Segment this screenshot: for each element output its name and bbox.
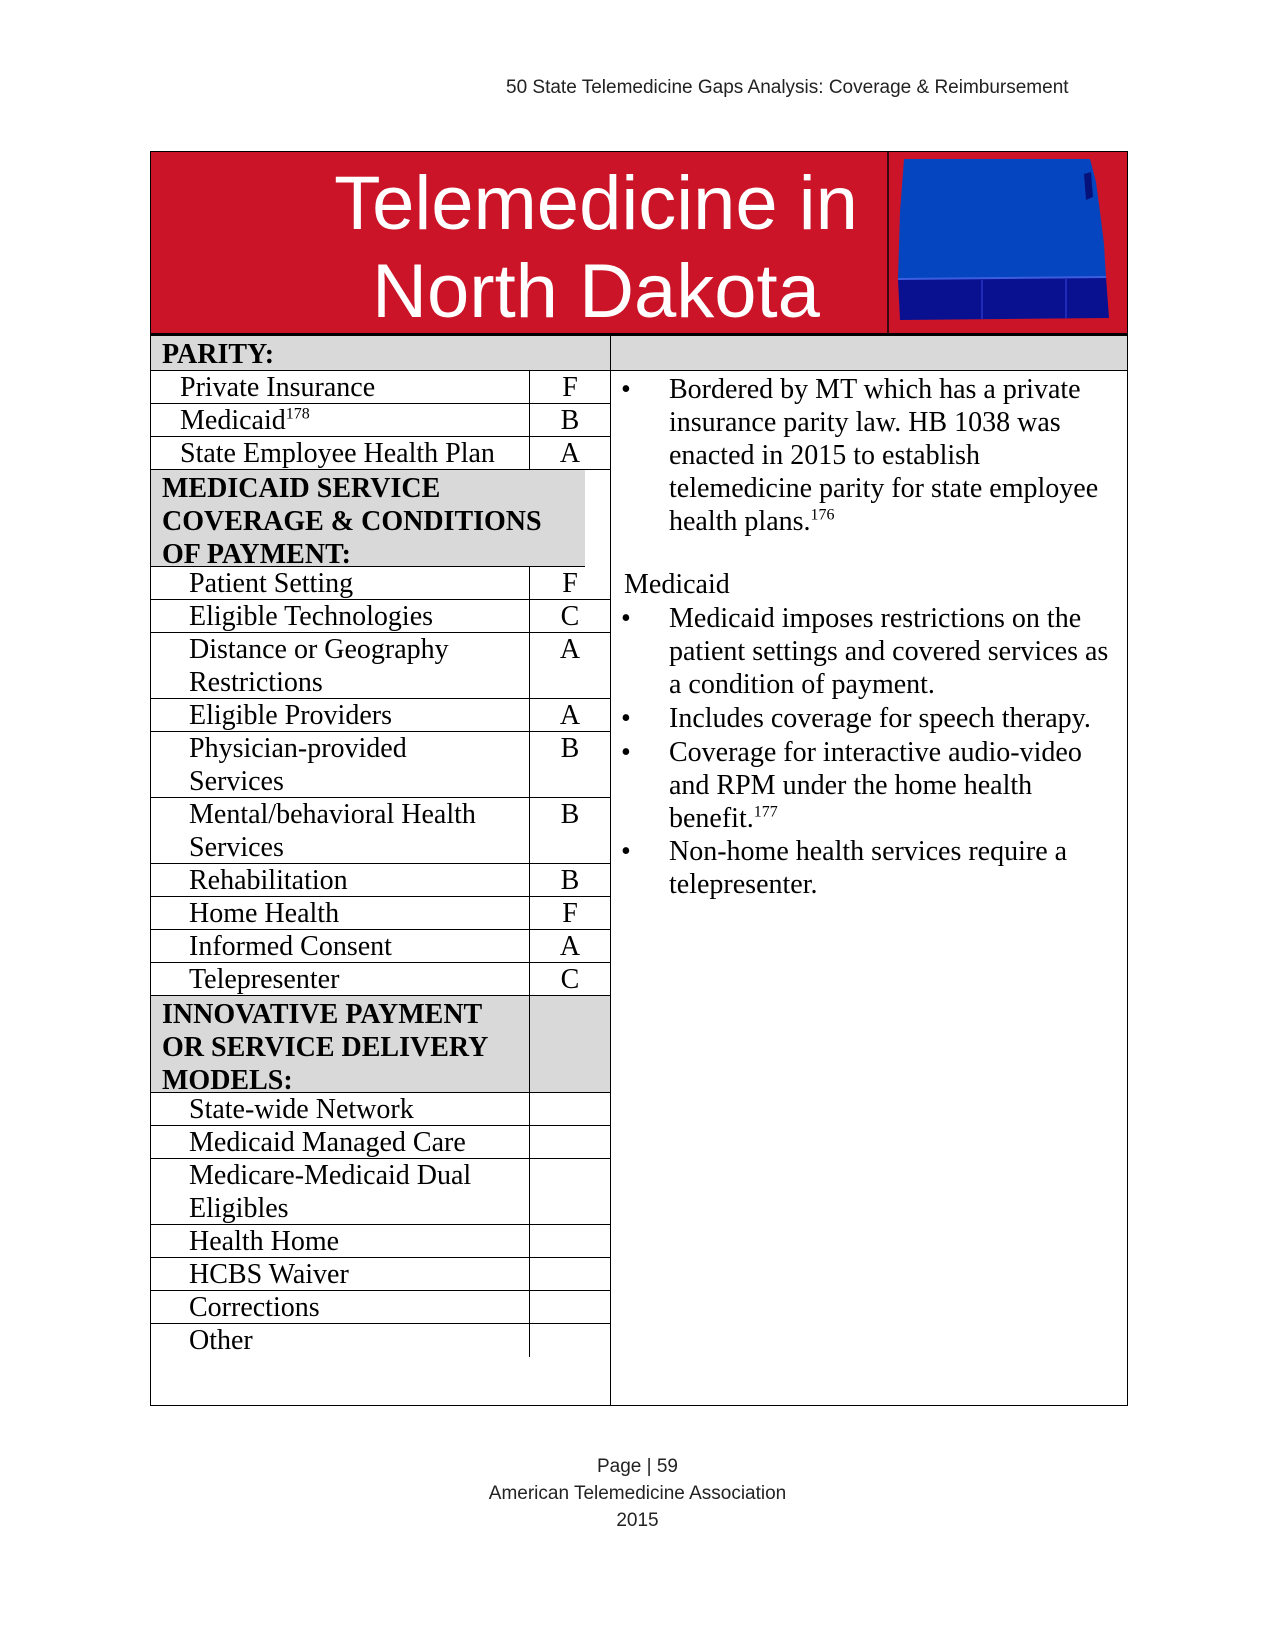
grade-cell: B [529, 798, 610, 863]
medicaid-subheading: Medicaid [624, 569, 730, 600]
title-banner [151, 152, 1127, 336]
innovative-heading: INNOVATIVE PAYMENT OR SERVICE DELIVERY MODELS: [162, 999, 488, 1096]
row-label: Rehabilitation [189, 865, 348, 896]
grade-cell: F [529, 897, 610, 929]
footnote-ref: 176 [810, 506, 835, 524]
row-label: Patient Setting [189, 568, 354, 599]
row-label: Corrections [189, 1292, 320, 1323]
table-row [151, 930, 610, 963]
grade-cell: C [529, 600, 610, 632]
table-row [151, 963, 610, 996]
row-label: HCBS Waiver [189, 1259, 349, 1290]
row-label: Informed Consent [189, 931, 392, 962]
grade-cell [529, 1291, 610, 1323]
list-item: • Coverage for interactive audio-video and RPM under the home health benefit.$^{177}$ [611, 736, 1127, 835]
medicaid-heading: MEDICAID SERVICE COVERAGE & CONDITIONS OF PAYMENT: [162, 473, 542, 570]
title-line-2: North Dakota [372, 249, 820, 334]
row-label: Private Insurance [180, 372, 376, 403]
grade-cell: B [529, 404, 610, 436]
grade-cell [529, 1324, 610, 1357]
row-label: Medicaid$^{178}$ [180, 405, 310, 436]
grade-cell [529, 1225, 610, 1257]
table-row [151, 897, 610, 930]
section-heading-innovative [151, 996, 610, 1096]
section-heading-medicaid [151, 470, 585, 570]
grade-cell: B [529, 864, 610, 896]
table-row [151, 437, 610, 470]
table-row [151, 1126, 610, 1159]
row-label: Health Home [189, 1226, 340, 1257]
list-item: • Non-home health services require a telepresenter. [611, 835, 1127, 901]
table-row [151, 1258, 610, 1291]
grade-cell: F [529, 567, 610, 599]
table-row [151, 732, 610, 798]
grade-cell [529, 996, 610, 1092]
row-label: Mental/behavioral Health Services [189, 799, 476, 863]
state-report-card [150, 151, 1128, 1406]
row-label: Eligible Technologies [189, 601, 434, 632]
organization-name: American Telemedicine Association [488, 1483, 787, 1504]
table-row [151, 1324, 610, 1357]
list-item: • Medicaid imposes restrictions on the patient settings and covered services as a condition of payment. [611, 602, 1127, 701]
grade-cell: F [529, 371, 610, 403]
title-line-1: Telemedicine in [334, 161, 858, 246]
table-row [151, 864, 610, 897]
page-number: Page | 59 [596, 1456, 678, 1477]
table-row [151, 1225, 610, 1258]
grade-cell [529, 1258, 610, 1290]
row-label: Medicare-Medicaid Dual Eligibles [189, 1160, 472, 1224]
row-label: Telepresenter [189, 964, 340, 995]
publication-year: 2015 [616, 1510, 659, 1531]
grade-cell: A [529, 633, 610, 698]
list-item: • Includes coverage for speech therapy. [611, 702, 1127, 735]
running-header: 50 State Telemedicine Gaps Analysis: Coverage & Reimbursement [506, 77, 1069, 98]
grade-cell [529, 1159, 610, 1224]
state-map-icon [886, 152, 1127, 333]
table-row [151, 1159, 610, 1225]
grade-cell: C [529, 963, 610, 995]
table-row [151, 371, 610, 404]
row-label: Distance or Geography Restrictions [189, 634, 449, 698]
row-label: Eligible Providers [189, 700, 392, 731]
row-label: State-wide Network [189, 1094, 414, 1125]
footnote-ref: 178 [285, 405, 310, 423]
row-label: Other [189, 1325, 253, 1356]
grade-cell [529, 1093, 610, 1125]
table-row [151, 1291, 610, 1324]
table-row [151, 600, 610, 633]
table-row [151, 1093, 610, 1126]
grade-cell [529, 1126, 610, 1158]
table-row [151, 699, 610, 732]
grade-cell: A [529, 699, 610, 731]
grade-cell: A [529, 437, 610, 469]
table-row [151, 404, 610, 437]
section-heading-parity [151, 336, 610, 371]
footnote-ref: 177 [753, 803, 778, 821]
grade-cell: A [529, 930, 610, 962]
row-label: Medicaid Managed Care [189, 1127, 466, 1158]
notes-column [611, 336, 1127, 1405]
list-item: • Bordered by MT which has a private insurance parity law. HB 1038 was enacted in 2015 to establish telemedicine parity for state employee health plans.$^{176}$ [611, 373, 1127, 538]
table-row [151, 633, 610, 699]
notes-body [611, 371, 1127, 901]
table-row [151, 567, 610, 600]
row-label: Physician-provided Services [189, 733, 407, 797]
table-row [151, 798, 610, 864]
row-label: State Employee Health Plan [180, 438, 495, 469]
parity-heading: PARITY: [162, 339, 275, 370]
grade-cell: B [529, 732, 610, 797]
row-label: Home Health [189, 898, 340, 929]
grades-column [151, 336, 611, 1405]
notes-header-bar [611, 336, 1127, 371]
